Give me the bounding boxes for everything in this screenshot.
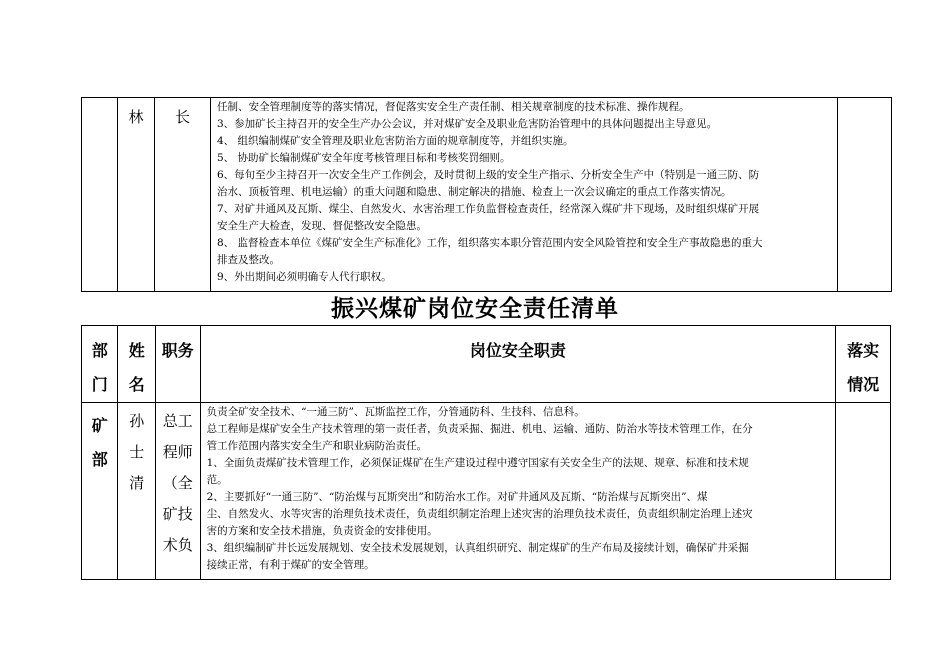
duty-line: 3、组织编制矿井长远发展规划、安全技术发展规划，认真组织研究、制定煤矿的生产布局及接续计划，确保矿井采掘	[206, 542, 749, 554]
header-status-line: 情况	[847, 375, 880, 394]
header-name-char: 姓	[128, 341, 145, 360]
duty-line: 尘、自然发火、水等灾害的治理负技术责任，负责组织制定治理上述灾害的治理负技术责任，负责组织制定治理上述灾	[206, 508, 753, 520]
duty-line: 负责全矿安全技术、“一通三防”、瓦斯监控工作，分管通防科、生技科、信息科。	[206, 406, 585, 418]
row-name-char: 士	[129, 443, 145, 461]
duty-line: 管工作范围内落实安全生产和职业病防治责任。	[206, 440, 428, 452]
duty-line: 任制、安全管理制度等的落实情况，督促落实安全生产责任制、相关规章制度的技术标准、操作规程。	[217, 101, 690, 113]
header-status-line: 落实	[847, 341, 880, 360]
duty-line: 3、参加矿长主持召开的安全生产办公会议，并对煤矿安全及职业危害防治管理中的具体问题提出主导意见。	[217, 118, 718, 130]
row-name-char: 清	[129, 474, 145, 492]
dept-cell	[82, 98, 118, 292]
duty-line: 4、 组织编制煤矿安全管理及职业危害防治方面的规章制度等，并组织实施。	[217, 135, 574, 147]
header-dept	[82, 326, 118, 403]
table-row	[82, 403, 891, 580]
duty-line: 9、外出期间必须明确专人代行职权。	[217, 271, 392, 283]
row-dept-char: 部	[91, 450, 108, 469]
duty-line: 5、 协助矿长编制煤矿安全年度考核管理目标和考核奖罚细则。	[217, 152, 511, 164]
name-cell: 林	[118, 98, 155, 292]
row-position-line: 总工	[162, 412, 193, 430]
header-duty-label: 岗位安全职责	[469, 341, 566, 360]
document-title: 振兴煤矿岗位安全责任清单	[331, 296, 619, 322]
header-name-char: 名	[128, 375, 145, 394]
duty-line: 7、对矿井通风及瓦斯、煤尘、自然发火、水害治理工作负监督检查责任，经常深入煤矿井下现场，及时组织煤矿开展	[217, 203, 760, 215]
top-responsibility-table	[81, 97, 892, 292]
header-dept-char: 部	[91, 341, 108, 360]
row-position	[155, 403, 200, 580]
row-position-line: （全	[162, 474, 193, 492]
header-position	[155, 326, 200, 403]
row-dept	[82, 403, 118, 580]
status-cell	[838, 98, 892, 292]
row-status	[836, 403, 891, 580]
duty-line: 总工程师是煤矿安全生产技术管理的第一责任者，负责采掘、掘进、机电、运输、通防、防治水等技术管理工作，在分	[206, 423, 753, 435]
duty-line: 6、每旬至少主持召开一次安全生产工作例会，及时贯彻上级的安全生产指示、分析安全生产中（特别是一通三防、防	[217, 169, 760, 181]
duty-line: 1、全面负责煤矿技术管理工作，必须保证煤矿在生产建设过程中遵守国家有关安全生产的法规、规章、标准和技术规	[206, 457, 749, 469]
row-position-line: 术负	[162, 536, 193, 554]
duty-line: 接续正常，有利于煤矿的安全管理。	[206, 559, 375, 571]
duty-line: 治水、顶板管理、机电运输）的重大问题和隐患、制定解决的措施、检查上一次会议确定的重点工作落实情况。	[217, 186, 732, 198]
responsibility-table	[81, 325, 891, 580]
row-duty	[200, 403, 836, 580]
table-header-row	[82, 326, 891, 403]
position-cell: 长	[155, 98, 211, 292]
duty-line: 2、主要抓好“一通三防”、“防治煤与瓦斯突出”和防治水工作。对矿井通风及瓦斯、“防治煤与瓦斯突出”、煤	[206, 491, 708, 503]
duty-line: 害的方案和安全技术措施，负责资金的安排使用。	[206, 525, 438, 537]
header-name	[118, 326, 156, 403]
header-status	[836, 326, 891, 403]
header-duty	[200, 326, 836, 403]
row-position-line: 矿技	[162, 505, 193, 523]
duty-cell	[211, 98, 838, 292]
row-position-line: 程师	[162, 443, 193, 461]
header-dept-char: 门	[91, 375, 108, 394]
duty-line: 范。	[206, 474, 228, 486]
row-dept-char: 矿	[91, 416, 108, 435]
duty-line: 排查及整改。	[217, 254, 280, 266]
row-name-char: 孙	[129, 412, 145, 430]
header-position-label: 职务	[161, 341, 194, 360]
row-name	[118, 403, 156, 580]
duty-line: 安全生产大检查，发现、督促整改安全隐患。	[217, 220, 427, 232]
duty-line: 8、 监督检查本单位《煤矿安全生产标准化》工作，组织落实本职分管范围内安全风险管控和安全生产事故隐患的重大	[217, 237, 763, 249]
